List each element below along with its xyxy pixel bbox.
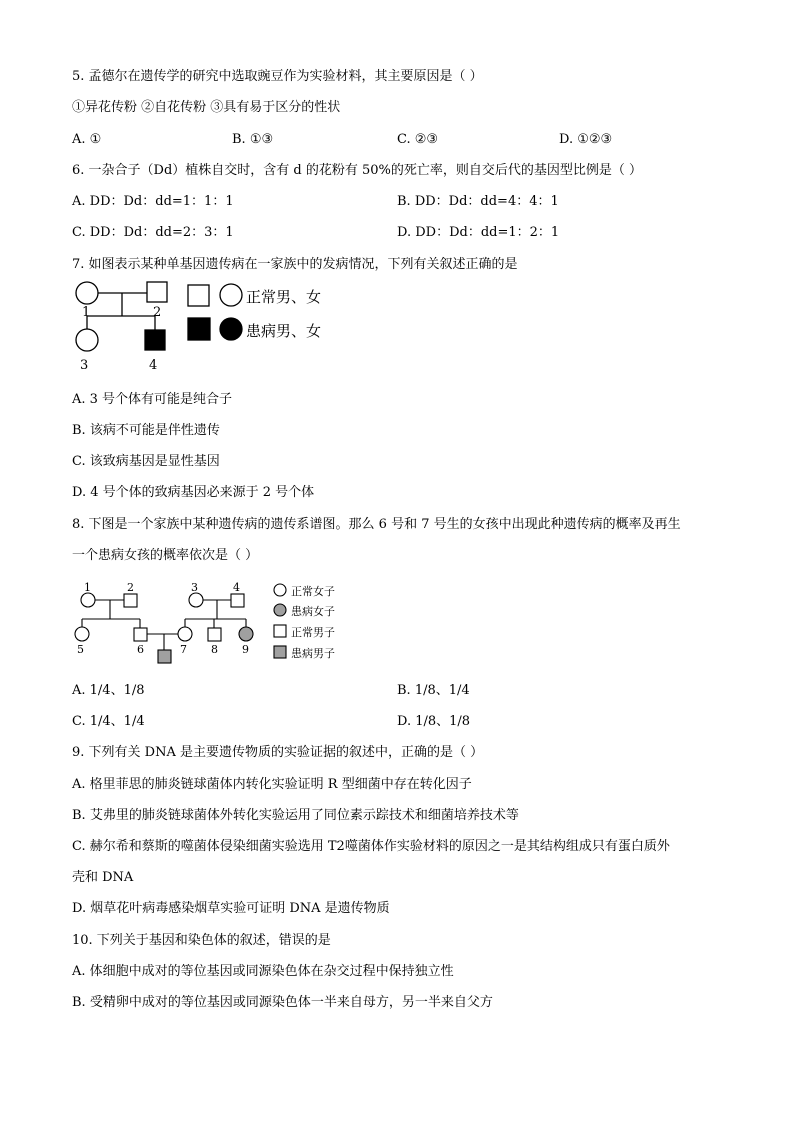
- q8-legend-normal-male: [274, 625, 286, 637]
- q9-option-c: C. 赫尔希和蔡斯的噬菌体侵染细菌实验选用 T2噬菌体作实验材料的原因之一是其结构组成只有蛋白质外: [72, 839, 670, 854]
- q7-label-1: 1: [82, 305, 91, 320]
- q8-child-male-affected: [158, 650, 171, 663]
- q8-option-c: C. 1/4、1/4: [72, 714, 145, 729]
- q7-legend-normal-female: [220, 284, 242, 306]
- q8-option-d: D. 1/8、1/8: [397, 714, 471, 729]
- q6-option-c: C. DD：Dd：dd=2：3：1: [72, 225, 234, 240]
- q9-option-a: A. 格里菲思的肺炎链球菌体内转化实验证明 R 型细菌中存在转化因子: [72, 777, 472, 792]
- q8-legend-affected-female-label: 患病女子: [291, 605, 335, 618]
- q8-individual-7-female-normal: [178, 627, 192, 641]
- q8-individual-4-male-normal: [231, 594, 244, 607]
- q8-legend-normal-female: [274, 584, 286, 596]
- q8-legend-affected-male: [274, 646, 286, 658]
- q8-individual-8-male-normal: [208, 628, 221, 641]
- q7-legend-normal-label: 正常男、女: [246, 288, 322, 306]
- q7-label-3: 3: [80, 358, 89, 373]
- q7-option-d: D. 4 号个体的致病基因必来源于 2 号个体: [72, 485, 315, 500]
- q7-individual-4-male-affected: [145, 330, 165, 350]
- q6-option-d: D. DD：Dd：dd=1：2：1: [397, 225, 560, 240]
- q7-individual-1-female-normal: [76, 282, 98, 304]
- q8-stem-line1: 8. 下图是一个家族中某种遗传病的遗传系谱图。那么 6 号和 7 号生的女孩中出现此种遗传病的概率及再生: [72, 517, 681, 532]
- q8-label-5: 5: [77, 643, 84, 656]
- q5-stem: 5. 孟德尔在遗传学的研究中选取豌豆作为实验材料，其主要原因是（ ）: [72, 69, 483, 84]
- q7-option-c: C. 该致病基因是显性基因: [72, 454, 220, 469]
- q8-legend-affected-female: [274, 604, 286, 616]
- q8-individual-6-male-normal: [134, 628, 147, 641]
- q8-stem-line2: 一个患病女孩的概率依次是（ ）: [72, 548, 259, 563]
- q8-label-1: 1: [84, 581, 91, 594]
- q9-stem: 9. 下列有关 DNA 是主要遗传物质的实验证据的叙述中，正确的是（ ）: [72, 745, 484, 760]
- q10-option-a: A. 体细胞中成对的等位基因或同源染色体在杂交过程中保持独立性: [72, 964, 454, 979]
- q5-option-a: A. ①: [72, 132, 102, 147]
- q8-label-3: 3: [191, 581, 198, 594]
- q7-label-4: 4: [149, 358, 158, 373]
- q8-label-2: 2: [127, 581, 134, 594]
- q8-legend-normal-male-label: 正常男子: [291, 626, 335, 639]
- q8-option-b: B. 1/8、1/4: [397, 683, 470, 698]
- q7-option-b: B. 该病不可能是伴性遗传: [72, 423, 220, 438]
- q8-label-8: 8: [211, 643, 218, 656]
- q8-label-9: 9: [242, 643, 249, 656]
- q8-legend-normal-female-label: 正常女子: [291, 585, 335, 598]
- q8-legend-affected-male-label: 患病男子: [291, 647, 335, 660]
- q8-label-6: 6: [137, 643, 144, 656]
- q8-individual-9-female-affected: [239, 627, 253, 641]
- q5-option-d: D. ①②③: [559, 132, 613, 147]
- q7-option-a: A. 3 号个体有可能是纯合子: [72, 392, 233, 407]
- q8-label-4: 4: [233, 581, 240, 594]
- q7-label-2: 2: [153, 305, 162, 320]
- q7-legend-affected-male: [188, 318, 210, 340]
- q9-option-c-continued: 壳和 DNA: [72, 870, 134, 885]
- q8-individual-2-male-normal: [124, 594, 137, 607]
- q7-individual-3-female-normal: [76, 329, 98, 351]
- q7-stem: 7. 如图表示某种单基因遗传病在一家族中的发病情况，下列有关叙述正确的是: [72, 257, 518, 272]
- q10-option-b: B. 受精卵中成对的等位基因或同源染色体一半来自母方，另一半来自父方: [72, 995, 493, 1010]
- q9-option-d: D. 烟草花叶病毒感染烟草实验可证明 DNA 是遗传物质: [72, 901, 390, 916]
- q8-individual-3-female-normal: [189, 593, 203, 607]
- q8-individual-5-female-normal: [75, 627, 89, 641]
- q8-label-7: 7: [180, 643, 187, 656]
- q5-option-b: B. ①③: [232, 132, 274, 147]
- q8-individual-1-female-normal: [81, 593, 95, 607]
- q7-individual-2-male-normal: [147, 282, 167, 302]
- q8-option-a: A. 1/4、1/8: [72, 683, 145, 698]
- q6-option-b: B. DD：Dd：dd=4：4：1: [397, 194, 559, 209]
- q7-legend-affected-label: 患病男、女: [246, 322, 322, 340]
- q6-option-a: A. DD：Dd：dd=1：1：1: [72, 194, 234, 209]
- q10-stem: 10. 下列关于基因和染色体的叙述，错误的是: [72, 933, 331, 948]
- q9-option-b: B. 艾弗里的肺炎链球菌体外转化实验运用了同位素示踪技术和细菌培养技术等: [72, 808, 519, 823]
- q5-option-c: C. ②③: [397, 132, 439, 147]
- q5-items: ①异花传粉 ②自花传粉 ③具有易于区分的性状: [72, 100, 341, 115]
- q7-legend-affected-female: [220, 318, 242, 340]
- q7-legend-normal-male: [188, 285, 209, 306]
- q6-stem: 6. 一杂合子（Dd）植株自交时，含有 d 的花粉有 50%的死亡率，则自交后代的基因型比例是（ ）: [72, 163, 643, 178]
